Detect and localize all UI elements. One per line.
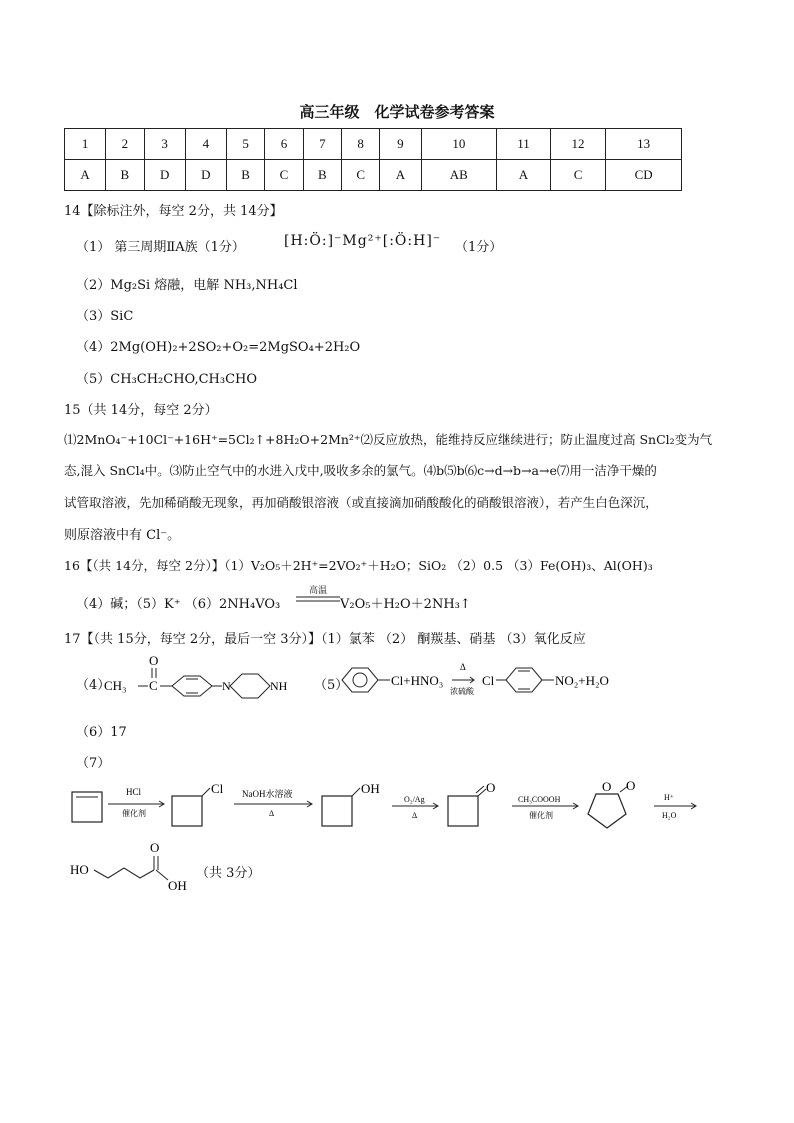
q17-part5-label: （5） xyxy=(314,678,349,693)
product-tail: NO₂+H₂O xyxy=(555,673,609,688)
route-step5-condition: H₂O xyxy=(662,811,677,820)
answer-cell: B xyxy=(106,160,144,191)
cyclobutanone-ring xyxy=(448,796,478,826)
q17-header: 17【（共 15分，每空 2分，最后一空 3分）】（1）氯苯 （2） 酮羰基、硝基 （3）氧化反应 xyxy=(64,632,586,647)
route-carbonyl-o-label: O xyxy=(626,780,636,793)
route-step1-condition: 催化剂 xyxy=(122,809,146,818)
answer-cell: CD xyxy=(606,160,682,191)
answer-cell: A xyxy=(380,160,421,191)
route-step4-condition: 催化剂 xyxy=(529,811,553,820)
page-title: 高三年级 化学试卷参考答案 xyxy=(299,103,495,121)
q17-part7-label: （7） xyxy=(76,756,111,771)
q17-part6: （6）17 xyxy=(76,725,127,740)
answer-cell: C xyxy=(265,160,303,191)
answer-table-answer-row xyxy=(65,160,682,191)
chlorocyclobutane-ring xyxy=(172,796,202,826)
question-number: 10 xyxy=(421,129,497,160)
route-step3-reagent: O₂/Ag xyxy=(404,795,425,804)
q15-line: 态,混入 SnCl₄中。⑶防止空气中的水进入戊中,吸收多余的氯气。⑷b⑸b⑹c→d→b→a→e⑺用一洁净干燥的 xyxy=(64,463,657,478)
answer-table xyxy=(64,128,682,191)
answer-cell: C xyxy=(550,160,606,191)
q14-electron-formula: [H:Ö:]⁻Mg²⁺[:Ö:H]⁻ xyxy=(284,233,442,249)
piperazine-nh-label: NH xyxy=(270,679,288,693)
q14-part3: （3）SiC xyxy=(76,309,134,324)
ch3-label: CH₃ xyxy=(104,678,127,693)
answer-cell: C xyxy=(341,160,379,191)
reactant-tail: Cl+HNO₃ xyxy=(391,673,444,688)
question-number: 11 xyxy=(497,129,551,160)
route-cl-label: Cl xyxy=(211,781,224,796)
route-ring-o-label: O xyxy=(602,780,612,794)
q14-header: 14【除标注外，每空 2分，共 14分】 xyxy=(64,204,283,219)
route-step4-reagent: CH₃COOOH xyxy=(518,795,561,804)
route-step2-reagent: NaOH水溶液 xyxy=(242,789,293,799)
question-number: 5 xyxy=(226,129,264,160)
route-step1-reagent: HCl xyxy=(126,787,142,797)
answer-table-number-row xyxy=(65,129,682,160)
product-cl: Cl xyxy=(482,673,495,688)
question-number: 13 xyxy=(606,129,682,160)
route-oh-label: OH xyxy=(361,781,380,796)
q17-part4-label: （4） xyxy=(76,678,111,693)
answer-cell: A xyxy=(497,160,551,191)
route-step3-condition: Δ xyxy=(412,811,418,820)
question-number: 6 xyxy=(265,129,303,160)
cyclobutanol-ring xyxy=(322,796,352,826)
carbonyl-oxygen-label: O xyxy=(149,653,159,668)
final-o-label: O xyxy=(150,840,160,855)
q14-part2: （2）Mg₂Si 熔融，电解 NH₃,NH₄Cl xyxy=(76,278,298,293)
q14-part5: （5）CH₃CH₂CHO,CH₃CHO xyxy=(76,372,258,387)
q15-line: 试管取溶液，先加稀硝酸无现象，再加硝酸银溶液（或直接滴加硝酸酸化的硝酸银溶液），若产生白色深沉， xyxy=(64,495,658,510)
lactone-ring xyxy=(588,794,626,828)
route-step5-reagent: H⁺ xyxy=(664,793,674,802)
question-number: 8 xyxy=(341,129,379,160)
q17-part4-structure xyxy=(100,650,290,710)
q15-header: 15（共 14分，每空 2分） xyxy=(64,403,218,418)
answer-cell: A xyxy=(65,160,106,191)
route-ketone-o-label: O xyxy=(486,780,496,795)
final-ho-label: HO xyxy=(70,862,89,877)
final-oh-label: OH xyxy=(168,878,187,893)
piperazine-n-label: N xyxy=(222,679,231,693)
reaction-catalyst: 浓硫酸 xyxy=(450,687,474,696)
answer-cell: D xyxy=(185,160,226,191)
question-number: 7 xyxy=(303,129,341,160)
carbonyl-carbon-label: C xyxy=(149,678,158,693)
q15-line: 则原溶液中有 Cl⁻。 xyxy=(64,528,181,543)
answer-cell: B xyxy=(226,160,264,191)
q15-line: ⑴2MnO₄⁻+10Cl⁻+16H⁺=5Cl₂↑+8H₂O+2Mn²⁺⑵反应放热，能维持反应继续进行；防止温度过高 SnCl₂变为气 xyxy=(64,432,713,447)
question-number: 2 xyxy=(106,129,144,160)
answer-cell: AB xyxy=(421,160,497,191)
q16-condition: 高温 xyxy=(308,586,327,596)
q14-part1-label: （1） 第三周期ⅡA族（1分） xyxy=(76,240,245,255)
question-number: 12 xyxy=(550,129,606,160)
q16-equal-sign xyxy=(296,595,340,603)
reaction-heat-symbol: Δ xyxy=(460,662,466,672)
answer-cell: B xyxy=(303,160,341,191)
q14-part4: （4）2Mg(OH)₂+2SO₂+O₂=2MgSO₄+2H₂O xyxy=(76,340,361,355)
q14-part1-score: （1分） xyxy=(455,240,503,255)
route-step2-condition: Δ xyxy=(269,809,275,818)
question-number: 3 xyxy=(144,129,185,160)
question-number: 1 xyxy=(65,129,106,160)
final-product-structure xyxy=(68,838,198,894)
q16-line1: 16【（共 14分，每空 2分）】（1）V₂O₅＋2H⁺=2VO₂⁺＋H₂O；SiO₂ （2）0.5 （3）Fe(OH)₃、Al(OH)₃ xyxy=(64,558,653,573)
final-score: （共 3分） xyxy=(196,866,261,881)
question-number: 9 xyxy=(380,129,421,160)
answer-cell: D xyxy=(144,160,185,191)
question-number: 4 xyxy=(185,129,226,160)
q16-line2-a: （4）碱；（5）K⁺ （6）2NH₄VO₃ xyxy=(76,597,281,612)
q16-line2-b: V₂O₅＋H₂O＋2NH₃↑ xyxy=(340,597,471,612)
q17-part5-equation xyxy=(340,660,640,704)
